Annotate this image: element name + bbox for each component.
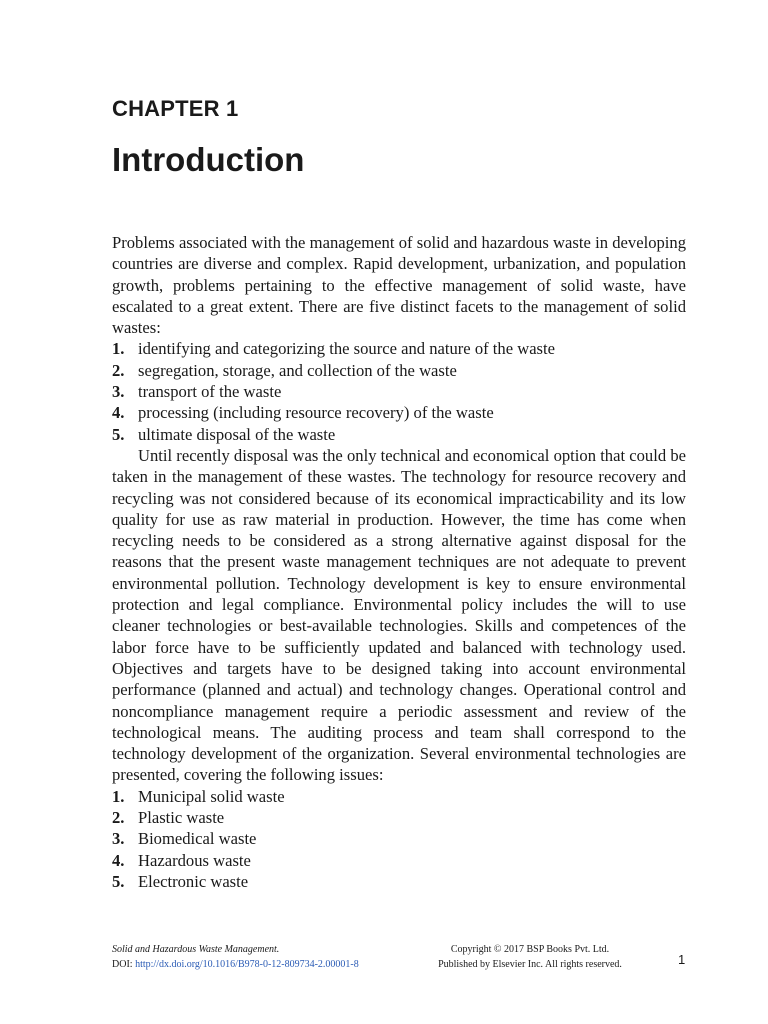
list-number: 3. [112, 382, 125, 402]
list-text: transport of the waste [138, 382, 282, 402]
facets-list [112, 338, 686, 444]
list-item [112, 850, 686, 871]
list-text: Electronic waste [138, 871, 249, 891]
list-item [112, 402, 686, 423]
list-number: 5. [112, 871, 125, 891]
list-text: ultimate disposal of the waste [138, 424, 336, 444]
list-item [112, 786, 686, 807]
copyright-text: Copyright © 2017 BSP Books Pvt. Ltd. [450, 944, 610, 955]
doi-label: DOI: [112, 959, 133, 970]
list-number: 4. [112, 403, 125, 423]
chapter-title: Introduction [112, 141, 305, 178]
list-text: Plastic waste [138, 808, 225, 828]
footer-citation [112, 942, 412, 972]
list-item [112, 424, 686, 445]
list-text: processing (including resource recovery) of the waste [138, 403, 494, 423]
list-number: 3. [112, 829, 125, 849]
chapter-body [112, 232, 686, 892]
doi-link[interactable]: http://dx.doi.org/10.1016/B978-0-12-809734-2.00001-8 [135, 959, 359, 970]
chapter-label: CHAPTER 1 [112, 96, 239, 121]
list-item [112, 871, 686, 892]
list-item [112, 360, 686, 381]
list-item [112, 338, 686, 359]
list-number: 2. [112, 808, 125, 828]
doi-line [112, 957, 412, 972]
list-text: segregation, storage, and collection of the waste [138, 360, 457, 380]
list-item [112, 828, 686, 849]
list-number: 4. [112, 850, 125, 870]
intro-paragraph: Problems associated with the management of solid and hazardous waste in developing countries are diverse and complex. Rapid development, urbanization, and population growth, problems pertaining to the effective management of solid waste, have escalated to a great extent. There are five distinct facets to the management of solid wastes: [112, 233, 686, 338]
list-text: identifying and categorizing the source and nature of the waste [138, 339, 555, 359]
list-number: 1. [112, 786, 125, 806]
issues-list [112, 786, 686, 892]
list-text: Biomedical waste [138, 829, 257, 849]
list-item [112, 807, 686, 828]
publisher-text: Published by Elsevier Inc. All rights reserved. [438, 959, 622, 970]
list-number: 2. [112, 360, 125, 380]
list-item [112, 381, 686, 402]
page-number: 1 [678, 952, 686, 967]
list-number: 5. [112, 424, 125, 444]
list-text: Hazardous waste [138, 850, 251, 870]
list-text: Municipal solid waste [138, 786, 285, 806]
main-paragraph: Until recently disposal was the only technical and economical option that could be taken in the management of these wastes. The technology for resource recovery and recycling was not considered because of its economical impracticability and its low quality for use as raw material in production. However, the time has come when recycling needs to be considered as a strong alternative against disposal for the reasons that the present waste management techniques are not adequate to prevent environmental pollution. Technology development is key to ensure environmental protection and legal compliance. Environmental policy includes the will to use cleaner technologies or best-available technologies. Skills and competences of the labor force have to be sufficiently updated and balanced with technology used. Objectives and targets have to be designed taking into account environmental performance (planned and actual) and technology changes. Operational control and noncompliance management require a periodic assessment and review of the technological means. The auditing process and team shall correspond to the technology development of the organization. Several environmental technologies are presented, covering the following issues: [112, 445, 686, 785]
book-title: Solid and Hazardous Waste Management. [112, 944, 280, 955]
list-number: 1. [112, 339, 125, 359]
footer-copyright [430, 942, 630, 972]
